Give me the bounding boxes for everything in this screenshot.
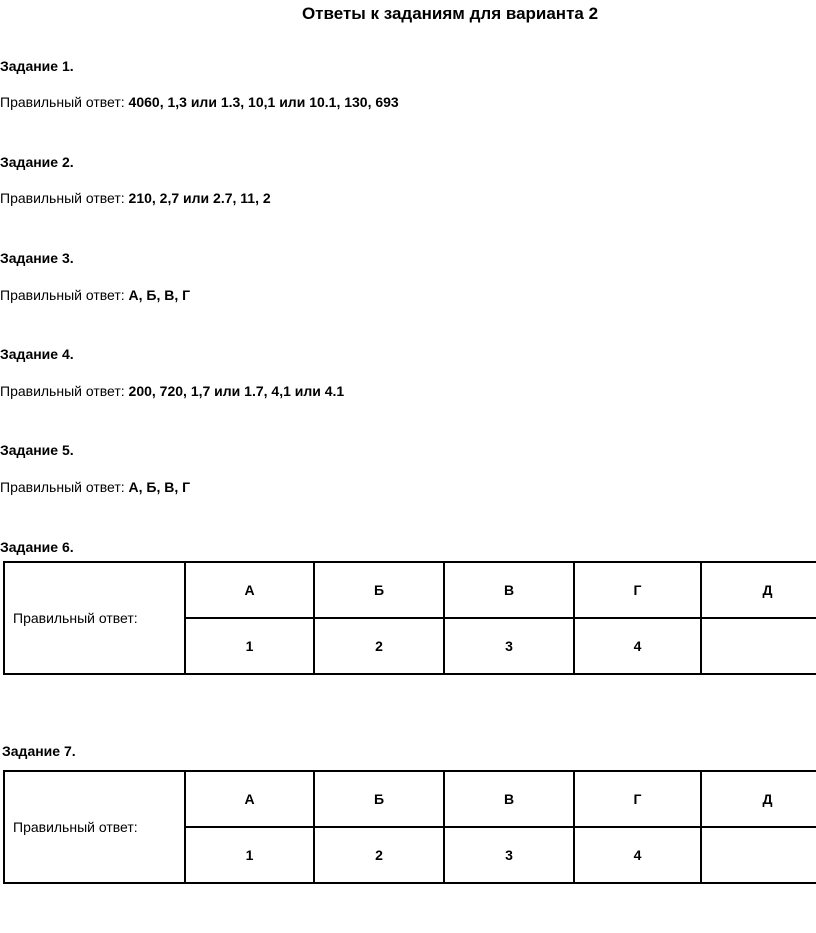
task-2-heading: Задание 2. xyxy=(0,154,74,170)
number-cell xyxy=(701,827,816,883)
number-cell: 1 xyxy=(185,618,314,674)
letter-cell: Б xyxy=(314,562,444,618)
letter-cell: В xyxy=(444,562,574,618)
letter-cell: Г xyxy=(574,771,701,827)
answer-value: 210, 2,7 или 2.7, 11, 2 xyxy=(128,190,271,206)
task-4-heading: Задание 4. xyxy=(0,346,74,362)
number-cell: 1 xyxy=(185,827,314,883)
number-cell: 4 xyxy=(574,618,701,674)
letter-cell: Г xyxy=(574,562,701,618)
task-5-answer xyxy=(0,479,190,495)
number-cell: 2 xyxy=(314,827,444,883)
answer-label: Правильный ответ: xyxy=(0,94,129,110)
letter-cell: Д xyxy=(701,562,816,618)
page-title: Ответы к заданиям для варианта 2 xyxy=(301,4,599,23)
letter-cell: А xyxy=(185,562,314,618)
task-1-answer xyxy=(0,94,399,110)
task-3-heading: Задание 3. xyxy=(0,250,74,266)
answer-value: А, Б, В, Г xyxy=(128,479,191,495)
task-4-answer xyxy=(0,383,344,399)
answer-label: Правильный ответ: xyxy=(0,190,129,206)
answer-value: А, Б, В, Г xyxy=(128,287,191,303)
number-cell: 2 xyxy=(314,618,444,674)
task-6-heading: Задание 6. xyxy=(0,539,74,555)
answer-value: 4060, 1,3 или 1.3, 10,1 или 10.1, 130, 693 xyxy=(128,94,399,110)
table-row xyxy=(4,562,816,618)
number-cell: 3 xyxy=(444,827,574,883)
task-1-heading: Задание 1. xyxy=(0,58,74,74)
letter-cell: В xyxy=(444,771,574,827)
answer-label-cell: Правильный ответ: xyxy=(4,771,185,883)
task-7-answer-table xyxy=(3,770,816,884)
letter-cell: Д xyxy=(701,771,816,827)
number-cell xyxy=(701,618,816,674)
table-row xyxy=(4,771,816,827)
answer-label: Правильный ответ: xyxy=(0,383,129,399)
letter-cell: Б xyxy=(314,771,444,827)
task-2-answer xyxy=(0,190,271,206)
task-5-heading: Задание 5. xyxy=(0,442,74,458)
answer-value: 200, 720, 1,7 или 1.7, 4,1 или 4.1 xyxy=(128,383,345,399)
answer-label-cell: Правильный ответ: xyxy=(4,562,185,674)
task-6-answer-table xyxy=(3,561,816,675)
answer-label: Правильный ответ: xyxy=(0,287,129,303)
answer-label: Правильный ответ: xyxy=(0,479,129,495)
task-3-answer xyxy=(0,287,190,303)
number-cell: 3 xyxy=(444,618,574,674)
letter-cell: А xyxy=(185,771,314,827)
task-7-heading: Задание 7. xyxy=(2,743,76,759)
number-cell: 4 xyxy=(574,827,701,883)
